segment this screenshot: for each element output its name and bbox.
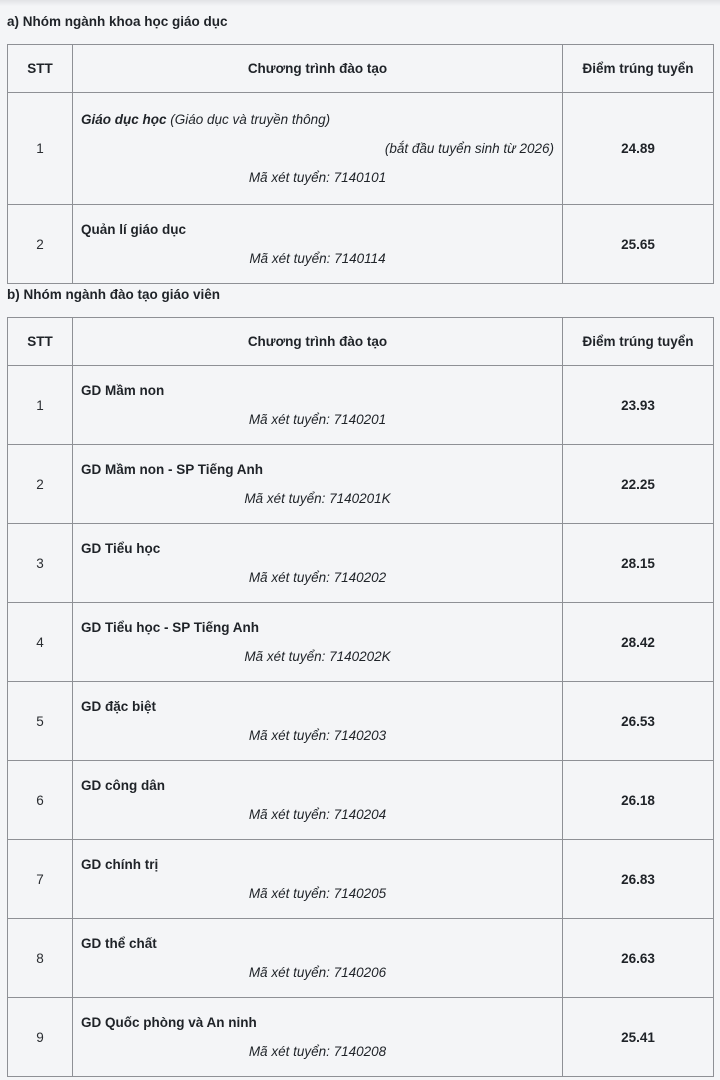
row-score: 28.42: [563, 603, 714, 682]
program-name: GD Tiểu học: [81, 541, 161, 556]
program-name: GD Mầm non - SP Tiếng Anh: [81, 462, 264, 477]
row-stt: 1: [8, 93, 73, 205]
row-program: [73, 524, 563, 603]
program-code: Mã xét tuyển: 7140202K: [244, 649, 391, 664]
row-program: [73, 840, 563, 919]
section-b-table: [7, 317, 714, 1077]
row-score: 26.63: [563, 919, 714, 998]
table-row: [8, 366, 714, 445]
row-program: [73, 998, 563, 1077]
table-row: [8, 761, 714, 840]
row-program: [73, 761, 563, 840]
program-name: GD Mầm non: [81, 383, 165, 398]
row-score: 26.53: [563, 682, 714, 761]
program-code: Mã xét tuyển: 7140203: [248, 728, 387, 743]
program-name: Quản lí giáo dục: [81, 222, 187, 237]
program-code: Mã xét tuyển: 7140208: [248, 1044, 387, 1059]
program-code: Mã xét tuyển: 7140101: [248, 170, 387, 185]
program-name: GD đặc biệt: [81, 699, 157, 714]
table-row: [8, 603, 714, 682]
row-score: 22.25: [563, 445, 714, 524]
header-stt: STT: [8, 318, 73, 366]
program-code: Mã xét tuyển: 7140202: [248, 570, 387, 585]
top-edge-shadow: [0, 0, 720, 6]
program-code: Mã xét tuyển: 7140204: [248, 807, 387, 822]
row-stt: 4: [8, 603, 73, 682]
program-name: GD công dân: [81, 778, 165, 793]
program-code: Mã xét tuyển: 7140201: [248, 412, 387, 427]
header-score: Điểm trúng tuyển: [563, 318, 714, 366]
row-program: [73, 919, 563, 998]
table-row: [8, 445, 714, 524]
program-name: Giáo dục học: [81, 112, 167, 127]
header-program: Chương trình đào tạo: [73, 318, 563, 366]
program-code: Mã xét tuyển: 7140201K: [244, 491, 391, 506]
table-row: [8, 840, 714, 919]
table-row: [8, 919, 714, 998]
row-stt: 6: [8, 761, 73, 840]
program-name: GD Tiểu học - SP Tiếng Anh: [81, 620, 260, 635]
table-row: [8, 998, 714, 1077]
table-header-row: [8, 45, 714, 93]
table-header-row: [8, 318, 714, 366]
program-code: Mã xét tuyển: 7140205: [248, 886, 387, 901]
table-row: [8, 524, 714, 603]
header-stt: STT: [8, 45, 73, 93]
program-name: GD chính trị: [81, 857, 159, 872]
row-program: [73, 682, 563, 761]
row-stt: 1: [8, 366, 73, 445]
row-score: 25.65: [563, 205, 714, 284]
program-note: (bắt đầu tuyển sinh từ 2026): [384, 141, 554, 156]
row-stt: 3: [8, 524, 73, 603]
row-score: 23.93: [563, 366, 714, 445]
program-name: GD Quốc phòng và An ninh: [81, 1015, 257, 1030]
row-program: [73, 603, 563, 682]
row-stt: 7: [8, 840, 73, 919]
program-name-line: [81, 112, 554, 127]
row-program: [73, 93, 563, 205]
row-score: 28.15: [563, 524, 714, 603]
program-subtitle: (Giáo dục và truyền thông): [170, 112, 331, 127]
row-score: 26.18: [563, 761, 714, 840]
row-score: 24.89: [563, 93, 714, 205]
row-score: 26.83: [563, 840, 714, 919]
program-name: GD thể chất: [81, 936, 157, 951]
row-stt: 8: [8, 919, 73, 998]
row-stt: 2: [8, 445, 73, 524]
program-code: Mã xét tuyển: 7140114: [249, 251, 386, 266]
section-a-table: [7, 44, 714, 284]
row-program: [73, 366, 563, 445]
section-a-title: a) Nhóm ngành khoa học giáo dục: [7, 14, 228, 29]
row-program: [73, 205, 563, 284]
table-row: [8, 93, 714, 205]
row-score: 25.41: [563, 998, 714, 1077]
row-program: [73, 445, 563, 524]
program-code: Mã xét tuyển: 7140206: [248, 965, 387, 980]
row-stt: 9: [8, 998, 73, 1077]
row-stt: 5: [8, 682, 73, 761]
table-row: [8, 205, 714, 284]
header-score: Điểm trúng tuyển: [563, 45, 714, 93]
header-program: Chương trình đào tạo: [73, 45, 563, 93]
section-b-title: b) Nhóm ngành đào tạo giáo viên: [7, 287, 221, 302]
row-stt: 2: [8, 205, 73, 284]
table-row: [8, 682, 714, 761]
